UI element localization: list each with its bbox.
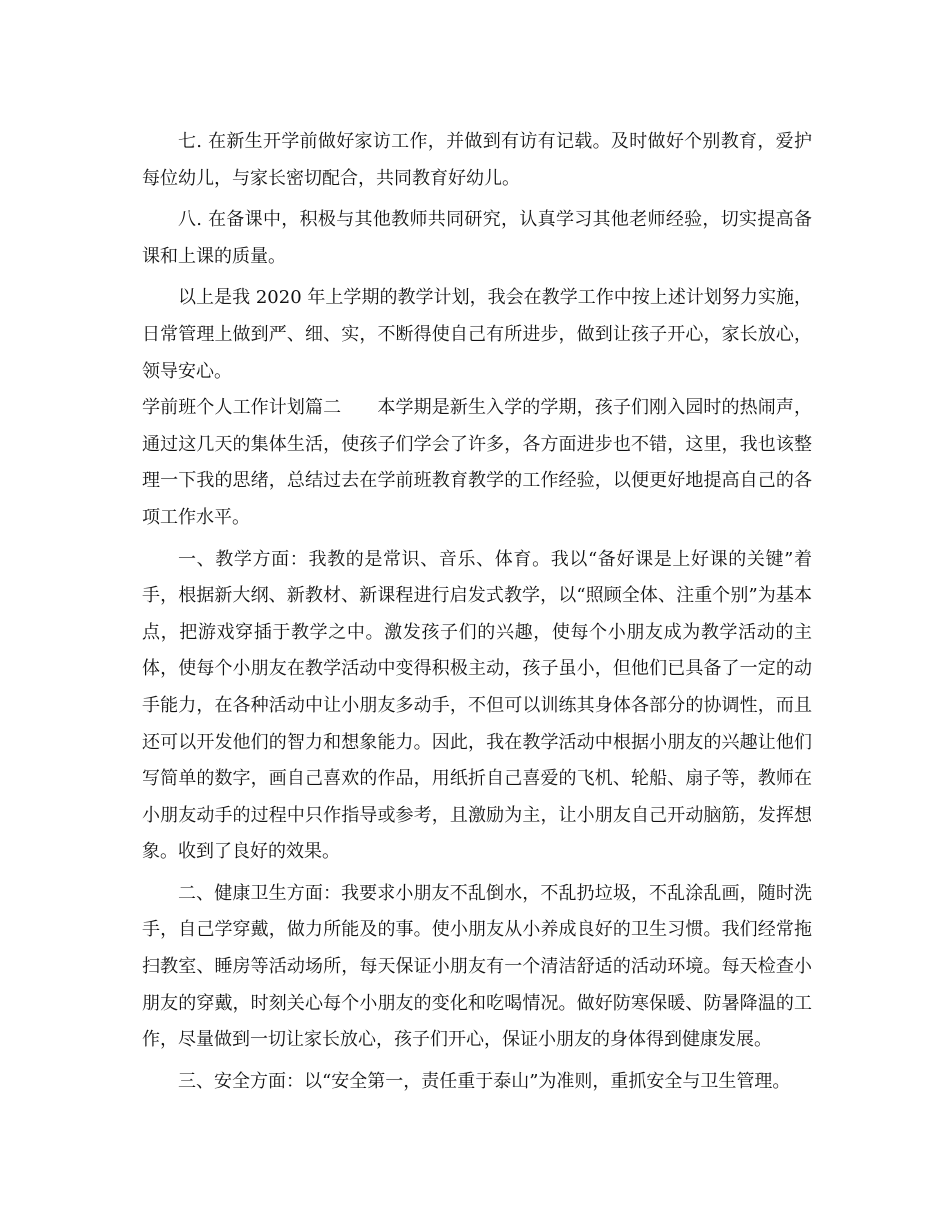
section-intro-text: 本学期是新生入学的学期，孩子们刚入园时的热闹声，通过这几天的集体生活，使孩子们学会了许多，各方面进步也不错，这里，我也该整理一下我的思绪，总结过去在学前班教育教学的工作经验，以便更好地提高自己的各项工作水平。 bbox=[142, 397, 813, 528]
section-safety: 三、安全方面：以“安全第一，责任重于泰山”为准则，重抓安全与卫生管理。 bbox=[178, 1070, 791, 1092]
section-health: 二、健康卫生方面：我要求小朋友不乱倒水，不乱扔垃圾，不乱涂乱画，随时洗手，自己学穿戴，做力所能及的事。使小朋友从小养成良好的卫生习惯。我们经常拖扫教室、睡房等活动场所，每天保证小朋友有一个清洁舒适的活动环境。每天检查小朋友的穿戴，时刻关心每个小朋友的变化和吃喝情况。做好防寒保暖、防暑降温的工作，尽量做到一切让家长放心，孩子们开心，保证小朋友的身体得到健康发展。 bbox=[142, 882, 812, 1051]
section-two-intro bbox=[142, 390, 812, 536]
paragraph-summary: 以上是我 2020 年上学期的教学计划，我会在教学工作中按上述计划努力实施，日常管理上做到严、细、实，不断得使自己有所进步，做到让孩子开心，家长放心，领导安心。 bbox=[142, 287, 812, 382]
paragraph-seven: 七. 在新生开学前做好家访工作，并做到有访有记载。及时做好个别教育，爱护每位幼儿，与家长密切配合，共同教育好幼儿。 bbox=[142, 131, 812, 189]
section-title: 学前班个人工作计划篇二 bbox=[142, 397, 342, 419]
document-page bbox=[142, 124, 812, 1100]
paragraph-eight: 八. 在备课中，积极与其他教师共同研究，认真学习其他老师经验，切实提高备课和上课的质量。 bbox=[142, 209, 812, 267]
section-teaching: 一、教学方面：我教的是常识、音乐、体育。我以“备好课是上好课的关键”着手，根据新大纲、新教材、新课程进行启发式教学，以“照顾全体、注重个别”为基本点，把游戏穿插于教学之中。激发孩子们的兴趣，使每个小朋友成为教学活动的主体，使每个小朋友在教学活动中变得积极主动，孩子虽小，但他们已具备了一定的动手能力，在各种活动中让小朋友多动手，不但可以训练其身体各部分的协调性，而且还可以开发他们的智力和想象能力。因此，我在教学活动中根据小朋友的兴趣让他们写简单的数字，画自己喜欢的作品，用纸折自己喜爱的飞机、轮船、扇子等，教师在小朋友动手的过程中只作指导或参考，且激励为主，让小朋友自己开动脑筋，发挥想象。收到了良好的效果。 bbox=[142, 548, 812, 863]
